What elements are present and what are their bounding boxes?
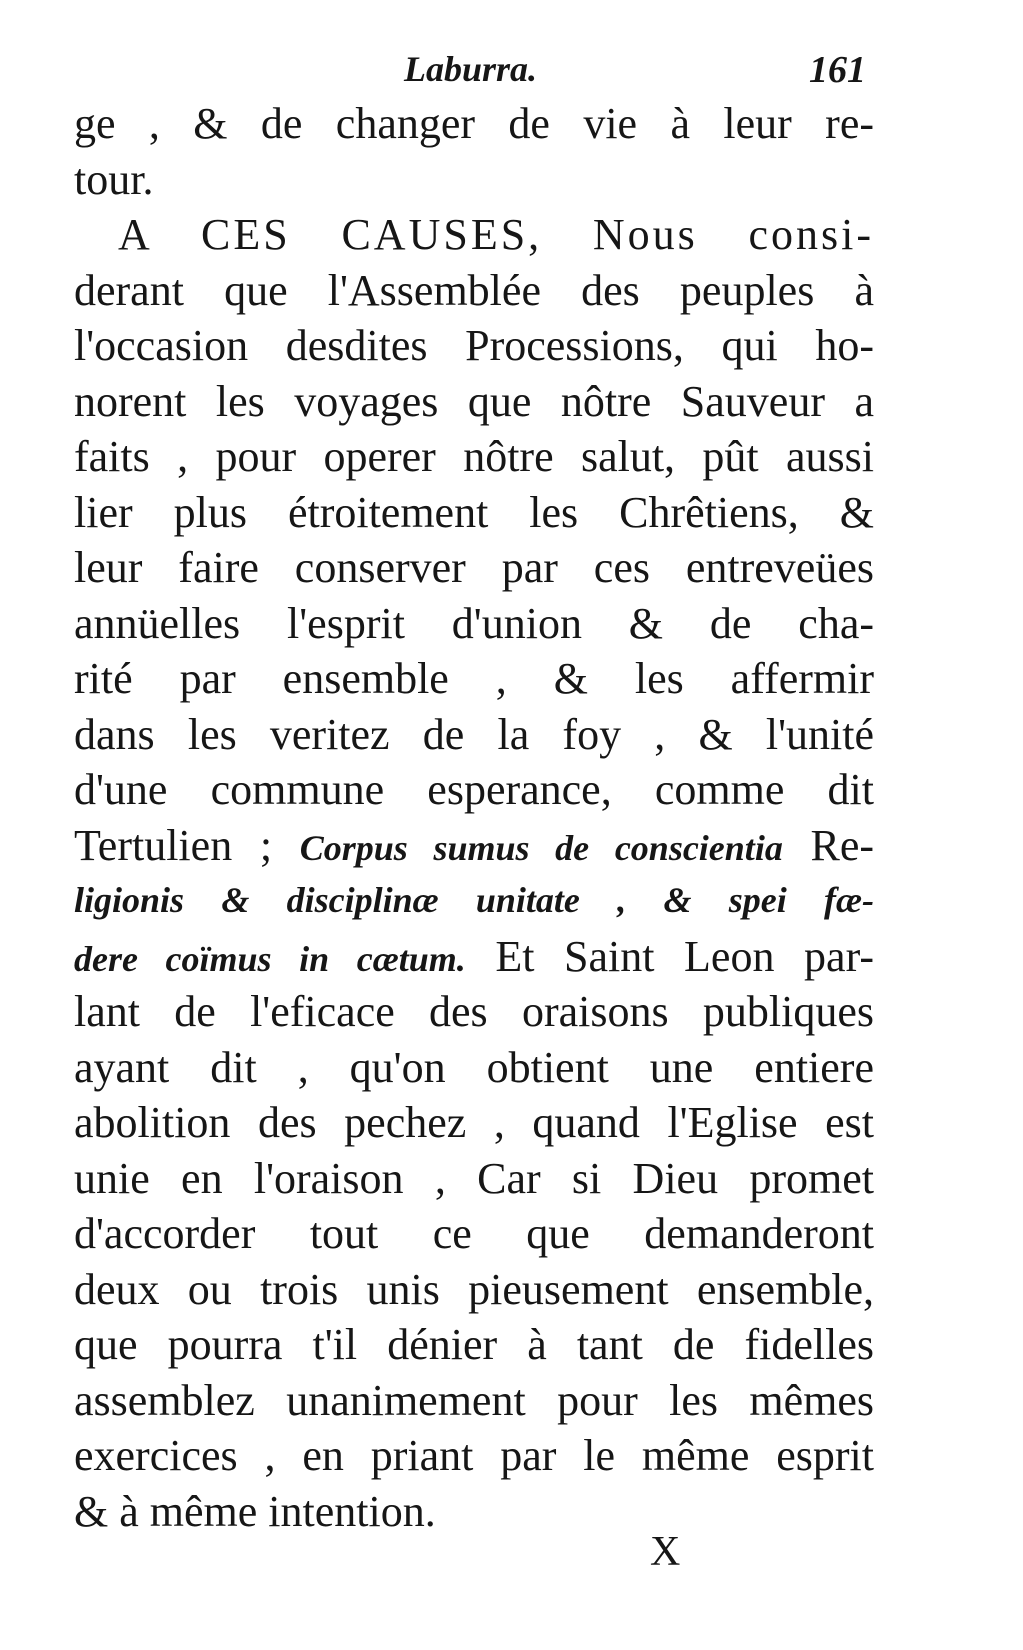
text-line-20: unie en l'oraison , Car si Dieu promet xyxy=(74,1153,874,1203)
text-line-15: ligionis & disciplinæ unitate , & spei fæ- xyxy=(74,880,874,920)
text-line-18: ayant dit , qu'on obtient une entiere xyxy=(74,1042,874,1092)
text-line-12: dans les veritez de la foy , & l'unité xyxy=(74,709,874,759)
text-line-22: deux ou trois unis pieusement ensemble, xyxy=(74,1264,874,1314)
text-line-23: que pourra t'il dénier à tant de fidelles xyxy=(74,1320,874,1369)
text-line-3 xyxy=(74,207,874,263)
catchword: X xyxy=(650,1529,681,1575)
text-line-14-start: Tertulien ; xyxy=(74,820,273,870)
text-line-11: rité par ensemble , & les affermir xyxy=(74,654,874,703)
text-line-8: lier plus étroitement les Chrêtiens, & xyxy=(74,487,874,537)
text-line-16-end: Et Saint Leon par- xyxy=(495,931,874,981)
text-line-6: norent les voyages que nôtre Sauveur a xyxy=(74,376,874,426)
text-line-4: derant que l'Assemblée des peuples à xyxy=(74,265,874,315)
text-line-13: d'une commune esperance, comme dit xyxy=(74,765,874,814)
latin-quote-end: dere coïmus in cætum. xyxy=(74,938,466,979)
text-line-1: ge , & de changer de vie à leur re- xyxy=(74,99,874,148)
text-line-10: annüelles l'esprit d'union & de cha- xyxy=(74,598,874,648)
text-line-24: assemblez unanimement pour les mêmes xyxy=(74,1375,874,1425)
running-head xyxy=(74,48,874,98)
text-line-19: abolition des pechez , quand l'Eglise est xyxy=(74,1098,874,1147)
text-line-9: leur faire conserver par ces entreveües xyxy=(74,543,874,592)
text-line-25: exercices , en priant par le même esprit xyxy=(74,1431,874,1480)
latin-quote-start: Corpus sumus de conscientia xyxy=(299,827,783,868)
text-line-16 xyxy=(74,929,874,985)
text-line-14 xyxy=(74,818,874,874)
section-opening: A CES CAUSES, Nous consi- xyxy=(118,210,874,259)
text-line-21: d'accorder tout ce que demanderont xyxy=(74,1209,874,1258)
text-line-26: & à même intention. xyxy=(74,1486,436,1536)
text-line-5: l'occasion desdites Processions, qui ho- xyxy=(74,321,874,370)
text-line-14-end: Re- xyxy=(810,820,875,870)
text-line-7: faits , pour operer nôtre salut, pût aussi xyxy=(74,432,874,481)
running-title: Laburra. xyxy=(404,49,538,89)
page-number: 161 xyxy=(809,49,866,91)
text-line-2: tour. xyxy=(74,154,154,204)
text-line-17: lant de l'eficace des oraisons publiques xyxy=(74,987,874,1036)
body-text xyxy=(74,96,874,1539)
